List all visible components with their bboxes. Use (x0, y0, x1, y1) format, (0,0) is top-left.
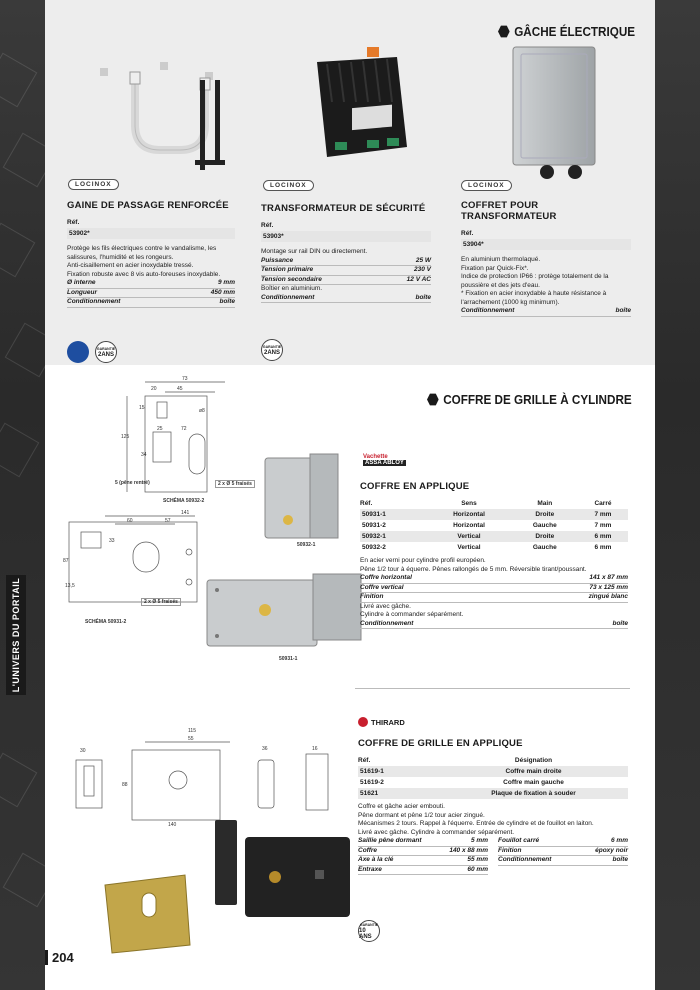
dim-16: 16 (312, 746, 318, 752)
spec-row: Axe à la clé 55 mm (358, 856, 488, 866)
dim-115: 115 (188, 728, 196, 734)
product-title: COFFRE EN APPLIQUE (360, 481, 470, 492)
dim-72: 72 (181, 426, 187, 432)
spec-row: Tension secondaire 12 V AC (261, 276, 431, 286)
product-coffret: COFFRET POUR TRANSFORMATEUR Réf. 53904* En aluminium thermolaqué. Fixation par Quick-Fix*. Indice de protection IP66 : protège totalement de la poussière et des jets d'eau. * Fixation en acier inoxydable à haute résistance à l'arrachement (1000 kg minimum). Conditionnement boîte (461, 200, 631, 317)
caption-fraises-1: 2 x Ø 5 fraisés (215, 480, 255, 488)
spec-row: Conditionnement boîte (498, 856, 628, 866)
left-decor-bar (0, 0, 45, 990)
spec-row: Conditionnement boîte (360, 620, 628, 630)
product-title: GAINE DE PASSAGE RENFORCÉE (67, 200, 229, 211)
dim-34: 34 (141, 452, 147, 458)
dim-55: 55 (188, 736, 194, 742)
dim-88: 88 (122, 782, 128, 788)
product-coffre-applique: COFFRE EN APPLIQUE Réf. Sens Main Carré 50931-1 Horizontal Droite 7 mm 50931-2 Horizontal Gauche 7 mm 50932-1 Vertical Droite 6 mm 50932-2 Vertical Gauche 6 mm En acier verni pour cylindre profil européen. Pêne 1/2 tour à équerre. Pênes rallongés de 5 mm. Réversible tirant/poussant. Coffre horizontal 141 x 87 mm Coffre vertical 73 x 125 mm Finition zingué blanc Livré avec gâche. Cylindre à commander séparément. Conditionnement boîte (360, 481, 628, 629)
coffret-product-image (505, 42, 605, 182)
dim-d8: ø8 (199, 408, 205, 414)
product-description: En acier verni pour cylindre profil européen. Pêne 1/2 tour à équerre. Pênes rallongés de 5 mm. Réversible tirant/poussant. (360, 557, 587, 573)
product-transformateur: TRANSFORMATEUR DE SÉCURITÉ Réf. 53903* Montage sur rail DIN ou directement. Puissance 25 W Tension primaire 230 V Tension secondaire 12 V AC Boîtier en aluminium. Conditionnement boîte (261, 203, 431, 303)
dim-87: 87 (63, 558, 69, 564)
warranty-badge-grille: GARANTIE 10 ANS (358, 920, 380, 942)
dim-125: 125 (121, 434, 130, 440)
right-decor-bar (655, 0, 700, 990)
dim-36: 36 (262, 746, 268, 752)
ref-table: Réf. Sens Main Carré 50931-1 Horizontal Droite 7 mm 50931-2 Horizontal Gauche 7 mm 50932-1 Vertical Droite 6 mm 50932-2 Vertical Gauche 6 mm (360, 498, 628, 553)
spec-row: Coffre 140 x 88 mm (358, 847, 488, 857)
spec-row: Longueur 450 mm (67, 289, 235, 299)
brand-logo-vachette: Vachette ASSA ABLOY (363, 454, 404, 466)
spec-row: Conditionnement boîte (261, 294, 431, 304)
brand-logo-thirard: THIRARD (358, 717, 405, 727)
dim-140: 140 (168, 822, 177, 828)
spec-row: Conditionnement boîte (67, 298, 235, 308)
spec-row: Conditionnement boîte (461, 307, 631, 317)
catalog-page (45, 0, 655, 990)
product-title: COFFRE DE GRILLE EN APPLIQUE (358, 738, 523, 749)
section-title-gache: GÂCHE ÉLECTRIQUE (498, 24, 635, 39)
section-divider (355, 688, 630, 689)
caption-fraises-2: 2 x Ø 5 fraisés (141, 598, 181, 606)
product-title: TRANSFORMATEUR DE SÉCURITÉ (261, 203, 426, 214)
spec-row: Tension primaire 230 V (261, 266, 431, 276)
section-title-coffre-cylindre: COFFRE DE GRILLE À CYLINDRE (427, 392, 632, 407)
gaine-bracket-image (185, 75, 245, 175)
hexagon-bullet-icon (498, 25, 510, 38)
brand-logo-coffret: LOCINOX (461, 180, 512, 191)
caption-pene-rentre: 5 (pêne rentré) (115, 480, 150, 486)
dim-60: 60 (127, 518, 133, 524)
caption-photo-50932-1: 50932-1 (297, 542, 316, 548)
spec-row: Finition époxy noir (498, 847, 628, 857)
product-description: Coffre et gâche acier embouti. Pêne dormant et pêne 1/2 tour acier zingué. Mécanismes 2 tours. Rappel à l'équerre. Entrée de cylindre et de fouillot en laiton. Livré avec gâche. Cylindre à commander séparément. (358, 803, 594, 836)
dim-20: 20 (151, 386, 157, 392)
spec-row: Fouillot carré 6 mm (498, 837, 628, 847)
table-row: 50932-1 Vertical Droite 6 mm (360, 531, 628, 542)
table-row: 51621 Plaque de fixation à souder (358, 788, 628, 799)
coffre-grille-photo (100, 815, 360, 955)
caption-schema-50931-2: SCHÉMA 50931-2 (85, 619, 127, 625)
caption-schema-50932-2: SCHÉMA 50932-2 (163, 498, 205, 504)
coffre-horizontal-photo (205, 570, 365, 650)
spec-row: Saillie pêne dormant 5 mm (358, 837, 488, 847)
product-ref: 53903* (261, 231, 431, 242)
ref-table: Réf. Désignation 51619-1 Coffre main droite 51619-2 Coffre main gauche 51621 Plaque de fixation à souder (358, 755, 628, 799)
page-number: 204 (45, 950, 74, 965)
dim-30: 30 (80, 748, 86, 754)
spec-row: Ø interne 9 mm (67, 279, 235, 289)
caption-photo-50931-1: 50931-1 (279, 656, 298, 662)
thirard-logo-icon (358, 717, 368, 727)
dim-141: 141 (181, 510, 190, 516)
specs-right (498, 837, 628, 875)
brand-logo-transfo: LOCINOX (263, 180, 314, 191)
transformer-product-image (307, 42, 417, 172)
dim-73: 73 (182, 376, 188, 382)
dim-15: 15 (139, 405, 145, 411)
product-coffre-grille (358, 738, 628, 875)
spec-row: Coffre horizontal 141 x 87 mm (360, 574, 628, 584)
spec-row: Coffre vertical 73 x 125 mm (360, 584, 628, 594)
dim-45: 45 (177, 386, 183, 392)
dim-33: 33 (109, 538, 115, 544)
product-ref: 53902* (67, 228, 235, 239)
product-description: En aluminium thermolaqué. Fixation par Quick-Fix*. Indice de protection IP66 : protège totalement de la poussière et des jets d'eau. * Fixation en acier inoxydable à haute résistance à l'arrachement (1000 kg minimum). (461, 256, 609, 306)
eu-certification-icon (67, 341, 89, 363)
warranty-badge-transfo: GARANTIE 2ANS (261, 339, 283, 361)
dim-13-5: 13,5 (65, 583, 75, 589)
product-description: Protège les fils électriques contre le vandalisme, les salissures, l'humidité et les rongeurs. Anti-cisaillement en acier inoxydable tressé. Fixation robuste avec 8 vis auto-foreuses inoxydable. (67, 245, 221, 278)
dim-57: 57 (165, 518, 171, 524)
spec-row: Finition zingué blanc (360, 593, 628, 603)
coffre-vertical-photo (260, 450, 340, 540)
warranty-badge-gaine: GARANTIE 2ANS (95, 341, 117, 363)
specs-left (358, 837, 488, 875)
brand-logo-gaine: LOCINOX (68, 179, 119, 190)
table-row: 50932-2 Vertical Gauche 6 mm (362, 544, 612, 551)
spec-row: Entraxe 60 mm (358, 866, 488, 876)
sidebar-section-label: L'UNIVERS DU PORTAIL (6, 575, 26, 695)
table-row: 50931-2 Horizontal Gauche 7 mm (362, 522, 612, 529)
spec-row: Puissance 25 W (261, 257, 431, 267)
table-row: 51619-1 Coffre main droite (358, 766, 628, 777)
product-gaine: GAINE DE PASSAGE RENFORCÉE Réf. 53902* Protège les fils électriques contre le vandalisme, les salissures, l'humidité et les rongeurs. Anti-cisaillement en acier inoxydable tressé. Fixation robuste avec 8 vis auto-foreuses inoxydable. Ø interne 9 mm Longueur 450 mm Conditionnement boîte (67, 200, 235, 308)
table-row: 51619-2 Coffre main gauche (360, 779, 564, 786)
product-title: COFFRET POUR TRANSFORMATEUR (461, 200, 557, 222)
product-ref: 53904* (461, 239, 631, 250)
hexagon-bullet-icon (427, 393, 439, 406)
table-row: 50931-1 Horizontal Droite 7 mm (360, 509, 628, 520)
dim-25: 25 (157, 426, 163, 432)
